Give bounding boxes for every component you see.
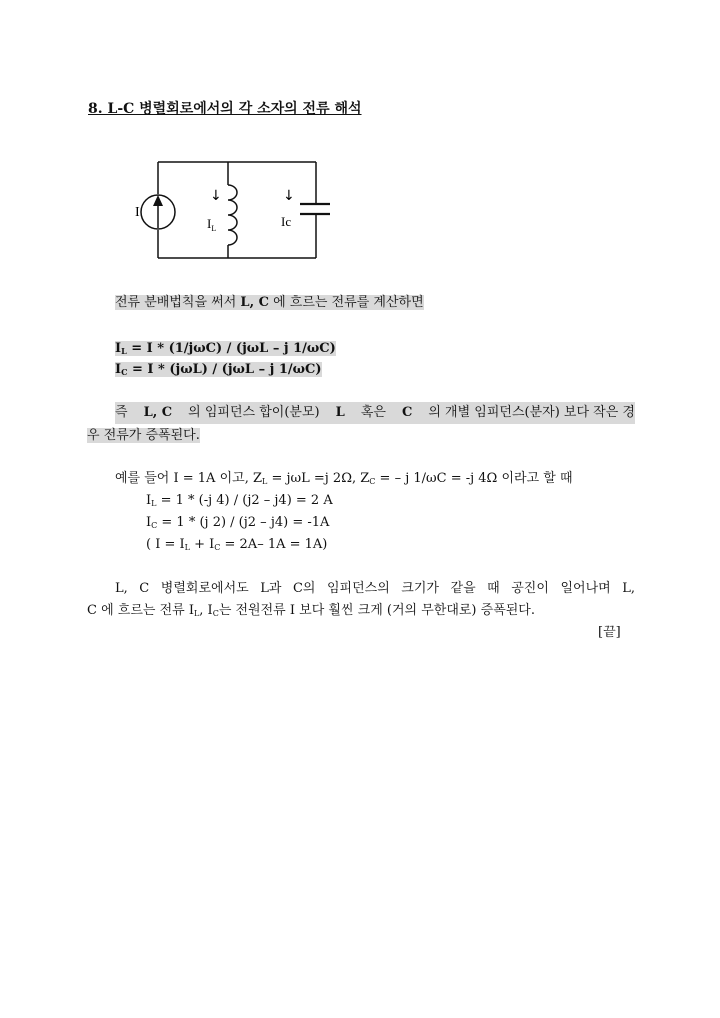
lc-parallel-circuit-diagram [130,152,330,264]
inductor-coil-icon [228,185,237,245]
capacitor-arrow-icon: ↓ [283,188,295,204]
example-intro: 예를 들어 I = 1A 이고, $Z_L = j\omega L =j$ 2Ω, $Z_C$ = – j 1/ωC = -j 4Ω 이라고 할 때 [115,471,573,486]
source-label: I [135,205,140,220]
inductor-arrow-icon: ↓ [210,188,222,204]
inductor-current-label: $I_L$ [207,216,217,233]
equation-il: $I_L = I * (1/j\omega C) / (j\omega L - j$ 1/ωC) [115,341,336,356]
source-arrow-icon [153,195,163,206]
capacitor-current-label: Ic [281,214,292,229]
intro-sentence: 전류 분배법칙을 써서 L, C 에 흐르는 전류를 계산하면 [115,295,424,310]
amplification-paragraph-line2: 우 전류가 증폭된다. [87,428,200,443]
amplification-paragraph-line1: 즉 L, C 의 임피던스 합이(분모) L 혹은 C 의 개별 임피던스(분자) 보다 작은 경 [115,402,635,424]
page-title: 8. L-C 병렬회로에서의 각 소자의 전류 해석 [88,101,362,117]
conclusion-line1: L, C 병렬회로에서도 L과 C의 임피던스의 크기가 같을 때 공진이 일어나며 L, [115,581,635,596]
example-ic: $I_C = 1 * (j$ 2) / (j2 – j4) = -1A [146,515,330,530]
end-mark: [끝] [598,625,621,640]
example-il: $I_L = 1 * (-j$ 4) / (j2 – j4) = 2 A [146,493,333,508]
equation-ic: $I_C = I * (j\omega L) / (j\omega L - j$ 1/ωC) [115,362,322,377]
example-total: ( $I = I_L + I_C = 2A-$ 1A = 1A) [146,537,328,552]
conclusion-line2: C 에 흐르는 전류 $I_L$, $I_C$는 전원전류 I 보다 훨씬 크게 (거의 무한대로) 증폭된다. [87,603,536,618]
